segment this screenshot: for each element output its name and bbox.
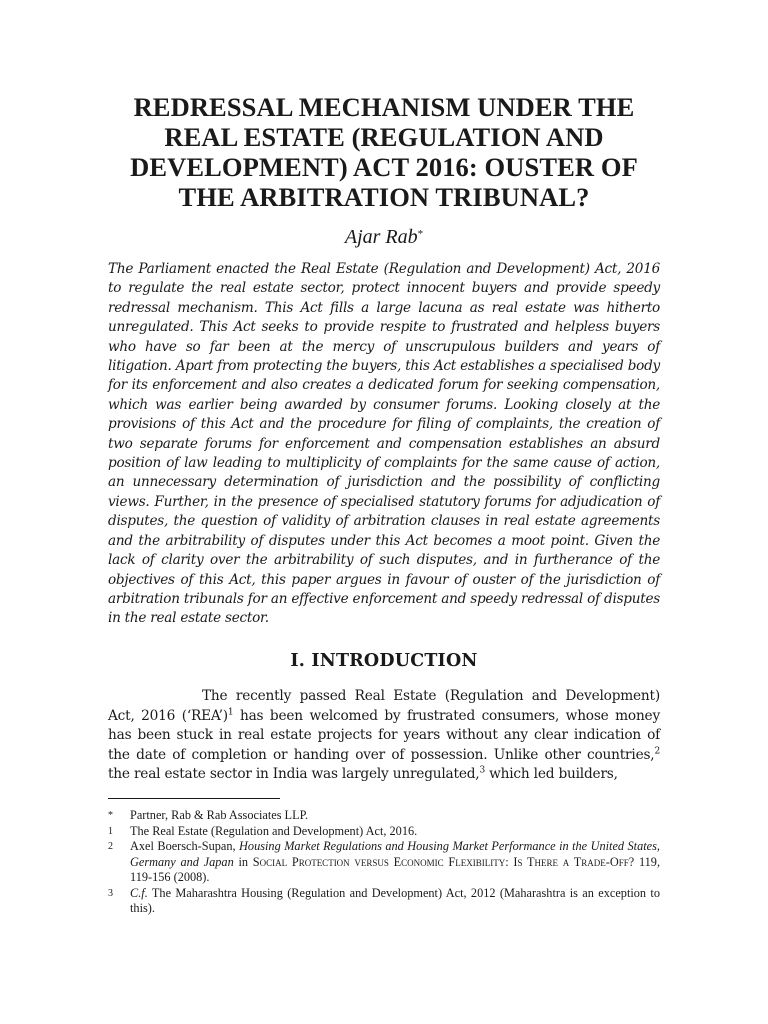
title-line: DEVELOPMENT) ACT 2016: OUSTER OF <box>130 152 638 182</box>
footnote <box>108 839 660 886</box>
footnote-marker: * <box>108 810 113 822</box>
footnote-signal: C.f. <box>130 885 148 900</box>
author-byline <box>108 224 660 250</box>
footnote <box>108 824 660 840</box>
footnote-ref: 2 <box>654 746 660 757</box>
section-heading: I. INTRODUCTION <box>290 650 478 671</box>
footnote-marker: 3 <box>108 887 113 899</box>
footnote-body: The Maharashtra Housing (Regulation and Development) Act, 2012 (Maharashtra is an exception to this). <box>130 885 660 916</box>
paragraph-text: The recently passed Real Estate (Regulation and Development) Act, 2016 (‘REA’) <box>108 688 660 724</box>
footnote-marker: 2 <box>108 841 113 853</box>
body-paragraph <box>108 687 660 785</box>
footnote-ref: 3 <box>479 765 485 776</box>
abstract: The Parliament enacted the Real Estate (Regulation and Development) Act, 2016 to regulate the real estate sector, protect innocent buyers and provide speedy redressal mechanism. This Act fills a large lacuna as real estate was hitherto unregulated. This Act seeks to provide respite to frustrated and helpless buyers who have so far been at the mercy of unscrupulous builders and years of litigation. Apart from protecting the buyers, this Act establishes a specialised body for its enforcement and also creates a dedicated forum for seeking compensation, which was earlier being awarded by consumer forums. Looking closely at the provisions of this Act and the procedure for filing of complaints, the creation of two separate forums for enforcement and compensation establishes an absurd position of law leading to multiplicity of complaints for the same cause of action, an unnecessary determination of jurisdiction and the possibility of conflicting views. Further, in the presence of specialised statutory forums for adjudication of disputes, the question of validity of arbitration clauses in real estate agreements and the arbitrability of disputes under this Act becomes a moot point. Given the lack of clarity over the arbitrability of such disputes, and in furtherance of the objectives of this Act, this paper argues in favour of ouster of the jurisdiction of arbitration tribunals for an effective enforcement and speedy redressal of disputes in the real estate sector. <box>108 261 660 627</box>
footnote-connector: in <box>233 854 253 869</box>
author-footnote-marker: * <box>417 228 424 240</box>
footnote-author: Axel Boersch-Supan, <box>130 839 240 854</box>
paragraph-text: the real estate sector in India was largely unregulated, <box>108 766 480 783</box>
paragraph-text: has been welcomed by frustrated consumers, whose money has been stuck in real estate projects for years without any clear indication of the date of completion or handing over of possession. Unlike other countries, <box>108 707 660 763</box>
paper-title <box>108 92 660 212</box>
footnote <box>108 886 660 917</box>
paper-page <box>108 92 660 917</box>
footnote-volume-title: Social Protection versus Economic Flexibility: Is There a Trade-Off? <box>252 854 635 869</box>
footnote-marker: 1 <box>108 825 113 837</box>
footnote-work-title: Housing Market Regulations and Housing Market Performance in the United States, Germany and Japan <box>130 839 660 869</box>
footnote-text: Partner, Rab & Rab Associates LLP. <box>130 808 309 823</box>
footnote-ref: 1 <box>227 707 234 718</box>
footnote-text <box>130 839 660 886</box>
author-name: Ajar Rab <box>344 226 418 248</box>
footnote-text: The Real Estate (Regulation and Development) Act, 2016. <box>130 823 418 838</box>
title-line: REAL ESTATE (REGULATION AND <box>164 122 604 152</box>
title-line: REDRESSAL MECHANISM UNDER THE <box>133 92 635 122</box>
paragraph-text: which led builders, <box>484 766 618 783</box>
footnote <box>108 808 660 824</box>
title-line: THE ARBITRATION TRIBUNAL? <box>178 182 590 212</box>
footnote-text <box>130 886 660 917</box>
footnote-divider <box>108 798 280 799</box>
footnotes <box>108 808 660 917</box>
footnote-pages: 119, 119-156 (2008). <box>130 854 661 885</box>
